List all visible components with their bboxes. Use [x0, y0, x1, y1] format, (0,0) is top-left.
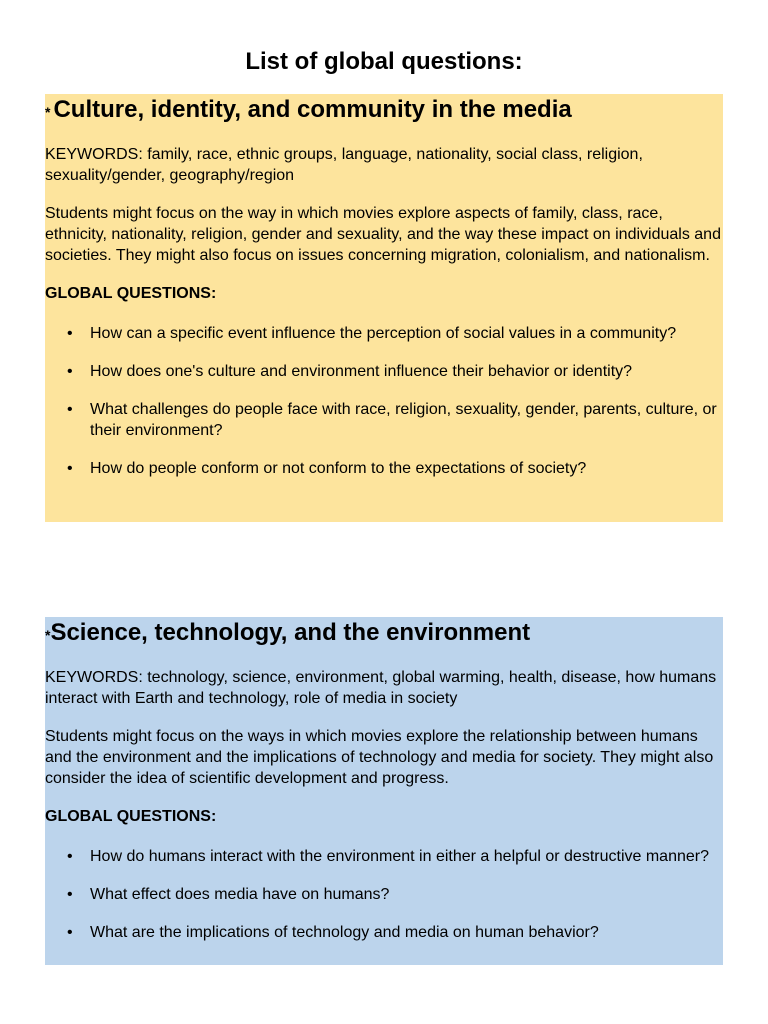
section-heading-text: Science, technology, and the environment — [50, 619, 531, 646]
bullet-icon: • — [67, 924, 73, 941]
bullet-icon: • — [67, 886, 73, 903]
question-text: How can a specific event influence the perception of social values in a community? — [90, 325, 677, 342]
section-heading-text: Culture, identity, and community in the media — [53, 96, 572, 123]
description-paragraph: Students might focus on the ways in which movies explore the relationship between humans and the environment and the implications of technology and media for society. They might also consider the idea of scientific development and progress. — [45, 728, 714, 787]
question-text: What effect does media have on humans? — [90, 886, 390, 903]
question-text: How do humans interact with the environment in either a helpful or destructive manner? — [90, 848, 709, 865]
section-culture-identity — [45, 94, 723, 522]
bullet-icon: • — [67, 460, 73, 477]
bullet-icon: • — [67, 848, 73, 865]
list-item — [45, 399, 723, 441]
section-heading — [45, 94, 723, 127]
list-item — [45, 458, 723, 479]
question-text: What are the implications of technology and media on human behavior? — [90, 924, 599, 941]
section-heading — [45, 617, 723, 650]
list-item — [45, 846, 723, 867]
list-item — [45, 361, 723, 382]
bullet-icon: • — [67, 363, 73, 380]
list-item — [45, 884, 723, 905]
bullet-icon: • — [67, 401, 73, 418]
bullet-icon: • — [67, 325, 73, 342]
global-questions-label: GLOBAL QUESTIONS: — [45, 285, 217, 302]
global-questions-list — [45, 846, 723, 943]
document-title: List of global questions: — [245, 48, 523, 75]
keywords-paragraph: KEYWORDS: technology, science, environment, global warming, health, disease, how humans interact with Earth and technology, role of media in society — [45, 669, 717, 707]
global-questions-list — [45, 323, 723, 479]
section-science-technology — [45, 617, 723, 965]
question-text: What challenges do people face with race, religion, sexuality, gender, parents, culture, or their environment? — [90, 401, 717, 439]
question-text: How does one's culture and environment influence their behavior or identity? — [90, 363, 633, 380]
list-item — [45, 323, 723, 344]
asterisk-marker: * — [45, 627, 51, 643]
question-text: How do people conform or not conform to the expectations of society? — [90, 460, 587, 477]
list-item — [45, 922, 723, 943]
global-questions-label: GLOBAL QUESTIONS: — [45, 808, 217, 825]
keywords-paragraph: KEYWORDS: family, race, ethnic groups, language, nationality, social class, religion, sexuality/gender, geography/region — [45, 146, 643, 184]
description-paragraph: Students might focus on the way in which movies explore aspects of family, class, race, ethnicity, nationality, religion, gender and sexuality, and the way these impact on individuals and societies. They might also focus on issues concerning migration, colonialism, and nationalism. — [45, 205, 721, 264]
asterisk-marker: * — [45, 104, 51, 120]
